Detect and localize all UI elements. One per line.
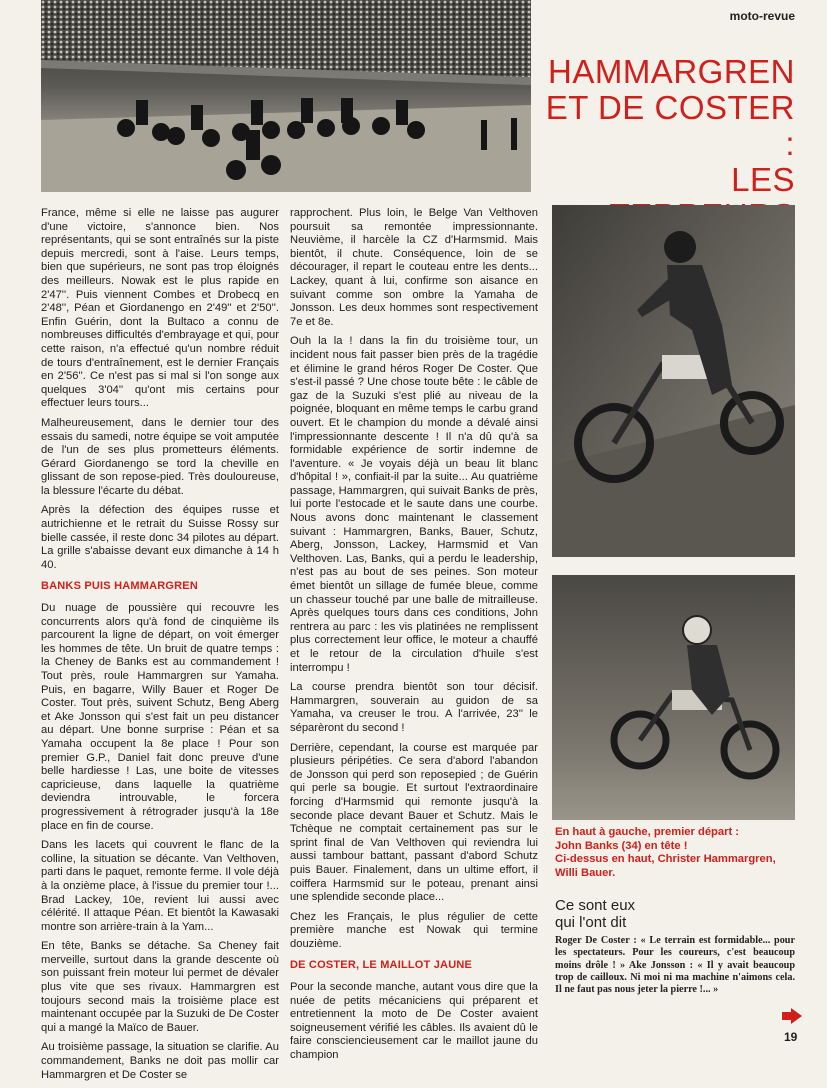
body-paragraph: Pour la seconde manche, autant vous dire que la nuée de petits mécaniciens qui préparent et entretiennent la moto de De Coster avaient soigneusement vérifié les câbles. Ils avaient dû le faire consciencieusement car le maillot jaune du champion [290, 981, 538, 1062]
body-paragraph: rapprochent. Plus loin, le Belge Van Velthoven poursuit sa remontée impressionnante. Neuvième, il harcèle la CZ d'Harmsmid. Mais bientôt, il chute. Conséquence, loin de se décourager, il repart le couteau entre les dents... Lackey, quant à lui, confirme son aisance en suivant comme son ombre la Yamaha de Jonsson. Les deux hommes sont respectivement 7e et 8e. [290, 207, 538, 328]
magazine-name: moto-revue [729, 9, 795, 23]
page-number: 19 [784, 1030, 798, 1044]
body-paragraph: Ouh la la ! dans la fin du troisième tour, un incident nous fait passer bien près de la tragédie et élimine le grand héros Roger De Coster. Que s'est-il passé ? Une chose toute bête : le câble de gaz de la Suzuki s'est plié au niveau de la poignée, bloquant en même temps le carbu grand ouvert. Et le champion du monde a dévalé ainsi l'impressionnante descente ! Il n'a dû qu'à sa formidable expérience de sortir indemne de l'aventure. « Je voyais déjà un beau lit blanc d'hôpital ! », confiait-il par la suite... Au quatrième passage, Hammargren, qui suivait Banks de près, lui porte l'estocade et le saute dans une courbe. Nous avons donc maintenant le classement suivant : Hammargren, Banks, Bauer, Schutz, Aberg, Jonsson, Lackey, Harmsmid et Van Velthoven. Las, Banks, qui a perdu le leadership, n'est pas au bout de ses peines. Son moteur émet bientôt un sillage de fumée bleue, comme un chasseur touché par une balle de mitrailleuse. Après quelques tours dans ces conditions, John rentrera au parc : les vis platinées ne remplissent plus correctement leur office, le moteur a chauffé et le retour de la circulation d'huile s'est interrompu ! [290, 335, 538, 674]
caption-line: En haut à gauche, premier départ : [555, 826, 740, 838]
body-paragraph: France, même si elle ne laisse pas augurer d'une victoire, s'annonce bien. Nos représentants, qui se sont entraînés sur la piste depuis mercredi, sont à l'aise. Leurs temps, bien que supérieurs, ne sont pas trop éloignés des meilleurs. Nowak est le plus rapide en 2'47''. Puis viennent Combes et Drobecq en 2'48'', Péan et Giordanengo en 2'49'' et 2'50''. Enfin Guérin, dont la Bultaco a connu de nombreuses difficultés d'embrayage et qui, pour cette raison, n'a effectué qu'un nombre réduit de tours d'entraînement, est le dernier Français en 2'56''. Ce n'est pas si mal si l'on songe aux quelques 3'04'' qu'ont mis certains pour effectuer leurs tours... [41, 207, 279, 410]
photo-john-banks [552, 205, 795, 557]
headline-line: HAMMARGREN [547, 53, 795, 90]
section-heading: DE COSTER, LE MAILLOT JAUNE [290, 959, 473, 972]
sidebar-quotes [555, 935, 795, 996]
body-paragraph: Dans les lacets qui couvrent le flanc de la colline, la situation se décante. Van Velthoven, parti dans le paquet, remonte ferme. Il vole déjà à la onzième place, à l'issue du premier tour !... Brad Lackey, 10e, revient lui aussi avec célérité. Il attaque Péan. Et bientôt la Kawasaki montre son arrière-train à la Yam... [41, 839, 279, 933]
body-paragraph: Chez les Français, le plus régulier de cette première manche est Nowak qui termine douzième. [290, 910, 538, 950]
body-paragraph: Au troisième passage, la situation se clarifie. Au commandement, Banks ne doit pas mollir car Hammargren et De Coster se [41, 1041, 279, 1081]
photo-hammargren-bauer [552, 575, 795, 820]
photo-caption [555, 826, 795, 880]
sidebar-text: Roger De Coster : « Le terrain est formidable... pour les spectateurs. Pour les coureurs, c'est beaucoup moins drôle ! » Ake Jonsson : « Il y avait beaucoup trop de cailloux. Ni moi ni ma machine n'aimons cela. Il ne faut pas nous jeter la pierre !... » [555, 935, 795, 996]
sidebar-title [555, 897, 795, 931]
article-column-middle [290, 207, 538, 1069]
caption-line: Ci-dessus en haut, Christer Hammargren, [555, 853, 776, 865]
sidebar-title-line: Ce sont eux [555, 897, 636, 914]
body-paragraph: Malheureusement, dans le dernier tour des essais du samedi, notre équipe se voit amputée de l'un de ses plus prometteurs éléments. Gérard Giordanengo se tord la cheville en glissant de son repose-pied. Très douloureuse, la blessure l'écarte du débat. [41, 416, 279, 497]
caption-line: John Banks (34) en tête ! [555, 839, 688, 852]
photo-premier-depart [41, 0, 531, 192]
headline-line: ET DE COSTER : [545, 89, 795, 162]
continue-arrow-icon [782, 1008, 802, 1024]
sidebar-title-line: qui l'ont dit [555, 914, 627, 931]
headline-line: LES [731, 161, 795, 198]
caption-line: Willi Bauer. [555, 866, 616, 879]
section-heading: BANKS PUIS HAMMARGREN [41, 580, 198, 593]
article-column-left [41, 207, 279, 1088]
body-paragraph: Du nuage de poussière qui recouvre les concurrents alors qu'à fond de cinquième ils parcourent la ligne de départ, on voit émerger les hommes de tête. Un bruit de quatre temps : la Cheney de Banks est au commandement ! Tout près, roule Hammargren sur Yamaha. Puis, en bagarre, Willy Bauer et Roger De Coster. Tout près, suivent Schutz, Beng Aberg et Ake Jonsson qui s'est fait un peu distancer au départ. Une bonne surprise : Péan et sa Yamaha occupent la 8e place ! Pour son premier G.P., Daniel fait donc preuve d'une belle hardiesse ! Las, une boite de vitesses capricieuse, dans laquelle la quatrième deviendra introuvable, le forcera progressivement à rétrograder jusqu'à la 18e place en fin de course. [41, 602, 279, 832]
body-paragraph: En tête, Banks se détache. Sa Cheney fait merveille, surtout dans la grande descente où son puissant frein moteur lui permet de dévaler plus vite que ses rivaux. Hammargren est toujours second mais la troisième place est maintenant occupée par la Suzuki de De Coster qui a mangé la Maïco de Bauer. [41, 940, 279, 1034]
body-paragraph: La course prendra bientôt son tour décisif. Hammargren, souverain au guidon de sa Yamaha, va creuser le trou. A l'arrivée, 23'' le séparèront du second ! [290, 681, 538, 734]
body-paragraph: Après la défection des équipes russe et autrichienne et le retrait du Suisse Rossy sur bielle cassée, il reste donc 34 pilotes au départ. La grille s'abaisse devant eux dimanche à 14 h 40. [41, 504, 279, 571]
body-paragraph: Derrière, cependant, la course est marquée par plusieurs péripéties. Ce sera d'abord l'abandon de Jonsson qui perd son reposepied ; de Guérin qui perle sa bougie. Et surtout l'extraordinaire forcing d'Harmsmid qui remonte jusqu'à la seconde place devant Bauer et Schutz. Mais le Tchèque ne comptait certainement pas sur le sprint final de Van Velthoven qui reviendra lui aussi tambour battant, passant d'abord Schutz puis Bauer. Finalement, dans un ultime effort, il coiffera Harmsmid sur le poteau, prenant ainsi une splendide seconde place... [290, 741, 538, 904]
